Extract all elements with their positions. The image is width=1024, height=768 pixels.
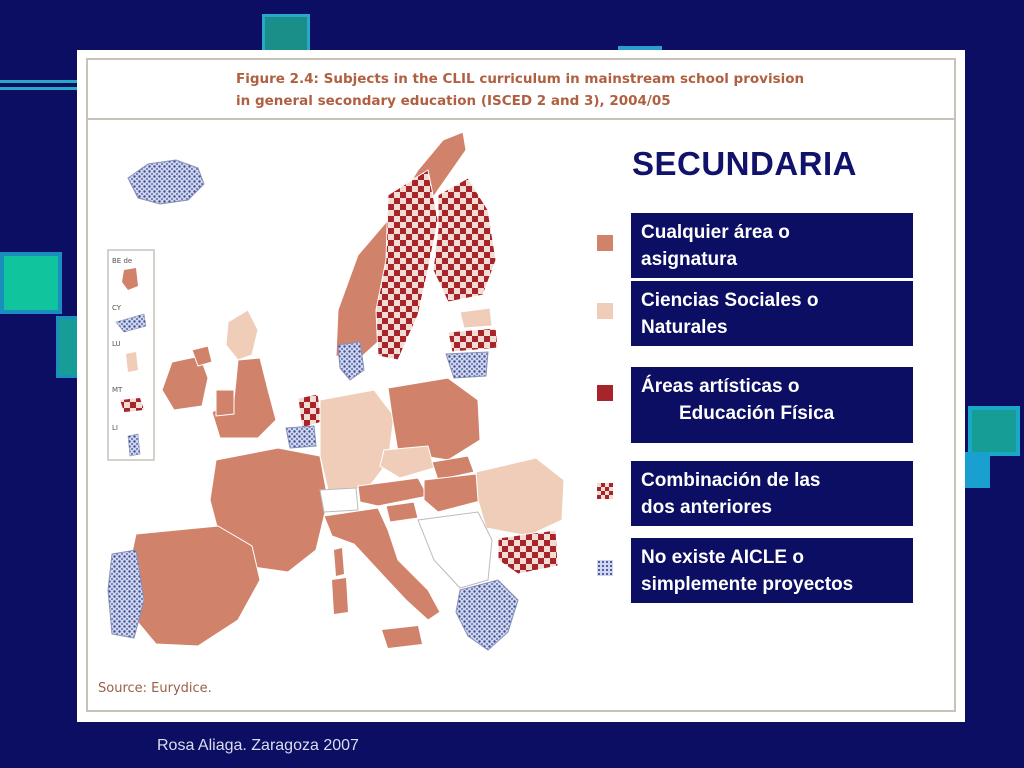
legend-label-box (631, 367, 913, 443)
region-switzerland (320, 488, 358, 512)
inset-label-be: BE de (112, 257, 133, 265)
deco-line (0, 80, 80, 90)
region-finland (433, 178, 496, 302)
region-balkans (418, 512, 492, 588)
region-sweden (376, 170, 438, 360)
inset-label-mt: MT (112, 386, 123, 394)
inset-label-li: LI (112, 424, 118, 432)
legend-line1: Combinación de las (641, 470, 821, 491)
figure-title-line1: Figure 2.4: Subjects in the CLIL curriculum in mainstream school provision (236, 71, 805, 87)
region-czech (380, 446, 434, 478)
region-portugal (108, 550, 144, 638)
region-lithuania (446, 352, 488, 378)
figure-card (77, 50, 965, 722)
region-romania (476, 458, 564, 536)
footer-credit: Rosa Aliaga. Zaragoza 2007 (157, 737, 359, 754)
legend-line2: Educación Física (679, 403, 835, 424)
inset-label-lu: LU (112, 340, 121, 348)
deco-square (962, 452, 990, 488)
region-estonia (460, 308, 492, 328)
region-netherlands (298, 394, 322, 428)
region-greece (456, 580, 518, 650)
legend-swatch-checkerboard (597, 483, 613, 499)
deco-square (0, 252, 62, 314)
legend-line2: simplemente proyectos (641, 574, 854, 595)
figure-source: Source: Eurydice. (98, 681, 212, 696)
legend-line2: dos anteriores (641, 497, 772, 518)
region-spain (126, 526, 260, 646)
legend-label-box (631, 461, 913, 526)
region-belgium (286, 426, 316, 448)
legend-line1: Áreas artísticas o (641, 376, 800, 397)
region-wales (216, 390, 234, 416)
inset-label-cy: CY (112, 304, 122, 312)
legend-swatch-terracotta (597, 235, 613, 251)
region-hungary (424, 474, 484, 512)
region-bulgaria (498, 530, 558, 574)
region-sicily (382, 626, 422, 648)
region-corsica (334, 548, 344, 576)
region-poland (388, 378, 480, 460)
region-slovenia (386, 502, 418, 522)
region-denmark (338, 342, 364, 380)
legend-swatch-blue-dotted (597, 560, 613, 576)
region-sardinia (332, 578, 348, 614)
legend-swatch-light-peach (597, 303, 613, 319)
legend-label-box (631, 281, 913, 346)
legend-label-box (631, 213, 913, 278)
legend-line2: Naturales (641, 317, 728, 338)
legend-line2: asignatura (641, 249, 738, 270)
figure-title-line2: in general secondary education (ISCED 2 and 3), 2004/05 (236, 93, 671, 109)
region-iceland (128, 160, 204, 204)
deco-square (968, 406, 1020, 456)
legend-line1: Cualquier área o (641, 222, 790, 243)
region-latvia (448, 328, 498, 352)
legend-line1: Ciencias Sociales o (641, 290, 819, 311)
legend-swatch-dark-red (597, 385, 613, 401)
heading-secundaria: SECUNDARIA (632, 145, 858, 182)
legend-label-box (631, 538, 913, 603)
region-germany (320, 390, 394, 490)
legend-line1: No existe AICLE o (641, 547, 804, 568)
region-scotland (226, 310, 258, 360)
